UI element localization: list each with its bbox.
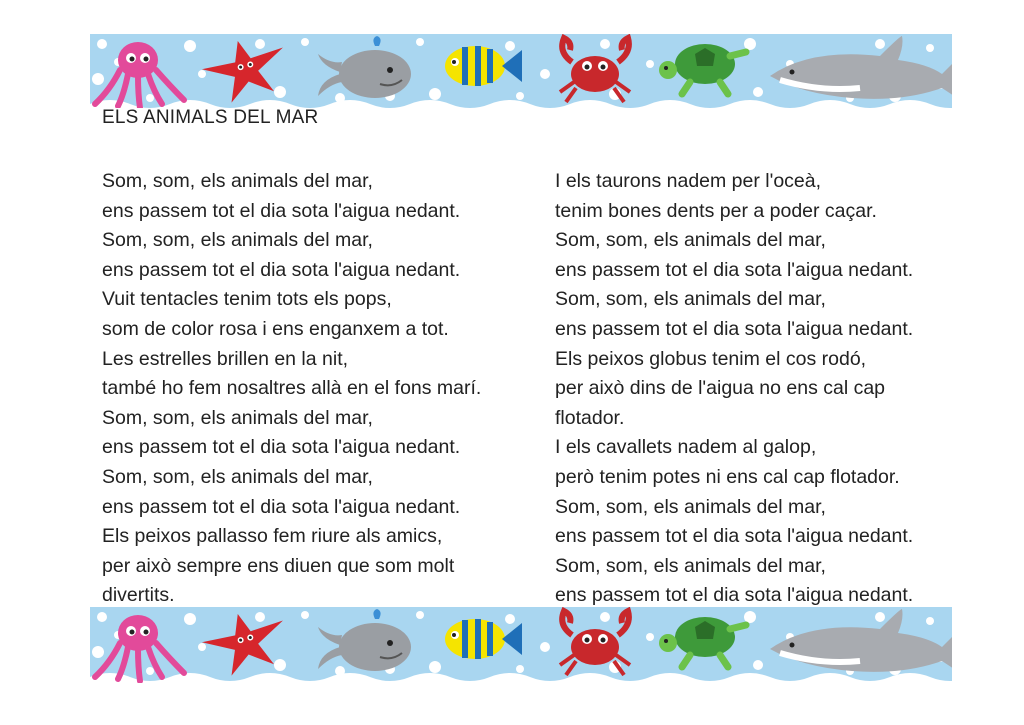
lyric-line: I els taurons nadem per l'oceà, — [555, 170, 822, 192]
shark-icon — [770, 609, 952, 673]
sea-animals-banner-bottom — [90, 607, 952, 683]
lyric-line: també ho fem nosaltres allà en el fons marí. — [102, 377, 482, 400]
lyric-line: ens passem tot el dia sota l'aigua nedant. — [555, 584, 914, 607]
lyric-line: Som, som, els animals del mar, — [102, 229, 373, 252]
lyrics-left-column — [102, 167, 481, 611]
sea-animals-banner-top — [90, 34, 952, 108]
lyric-line: Vuit tentacles tenim tots els pops, — [102, 288, 392, 311]
yellow-fish-icon — [445, 619, 522, 659]
lyric-line: som de color rosa i ens enganxem a tot. — [102, 317, 449, 340]
lyric-line: Som, som, els animals del mar, — [102, 170, 373, 192]
octopus-icon — [95, 615, 184, 681]
page-title: ELS ANIMALS DEL MAR — [102, 107, 319, 128]
lyric-line: ens passem tot el dia sota l'aigua nedant. — [102, 258, 461, 281]
lyric-line: divertits. — [102, 584, 175, 607]
turtle-icon — [659, 44, 746, 94]
whale-icon — [318, 609, 411, 671]
lyric-line: tenim bones dents per a poder caçar. — [555, 199, 877, 222]
octopus-icon — [95, 42, 184, 108]
lyric-line: Som, som, els animals del mar, — [102, 406, 373, 429]
yellow-fish-icon — [445, 46, 522, 86]
turtle-icon — [659, 617, 746, 667]
lyric-line: Som, som, els animals del mar, — [555, 288, 826, 311]
lyric-line: Som, som, els animals del mar, — [102, 465, 373, 488]
lyric-line: Els peixos pallasso fem riure als amics, — [102, 525, 443, 548]
crab-icon — [560, 611, 630, 675]
lyric-line: Som, som, els animals del mar, — [555, 495, 826, 518]
lyric-line: Som, som, els animals del mar, — [555, 554, 826, 577]
lyric-line: ens passem tot el dia sota l'aigua nedant. — [102, 199, 461, 222]
lyric-line: ens passem tot el dia sota l'aigua nedant. — [555, 317, 914, 340]
lyric-line: ens passem tot el dia sota l'aigua nedant. — [102, 436, 461, 459]
lyric-line: per això dins de l'aigua no ens cal cap — [555, 377, 886, 400]
lyric-line: ens passem tot el dia sota l'aigua nedant. — [555, 258, 914, 281]
lyric-line: Els peixos globus tenim el cos rodó, — [555, 347, 867, 370]
sea-animals-illustration-bottom — [90, 607, 952, 683]
lyric-line: però tenim potes ni ens cal cap flotador. — [555, 465, 900, 488]
lyric-line: flotador. — [555, 406, 625, 429]
lyrics-right-column — [555, 167, 913, 611]
whale-icon — [318, 36, 411, 98]
sea-animals-illustration-top — [90, 34, 952, 108]
lyric-line: ens passem tot el dia sota l'aigua nedant. — [102, 495, 461, 518]
lyric-line: ens passem tot el dia sota l'aigua nedant. — [555, 525, 914, 548]
shark-icon — [770, 36, 952, 100]
lyric-line: I els cavallets nadem al galop, — [555, 436, 817, 459]
lyric-line: Som, som, els animals del mar, — [555, 229, 826, 252]
lyric-line: Les estrelles brillen en la nit, — [102, 347, 349, 370]
lyric-line: per això sempre ens diuen que som molt — [102, 554, 455, 577]
crab-icon — [560, 38, 630, 102]
